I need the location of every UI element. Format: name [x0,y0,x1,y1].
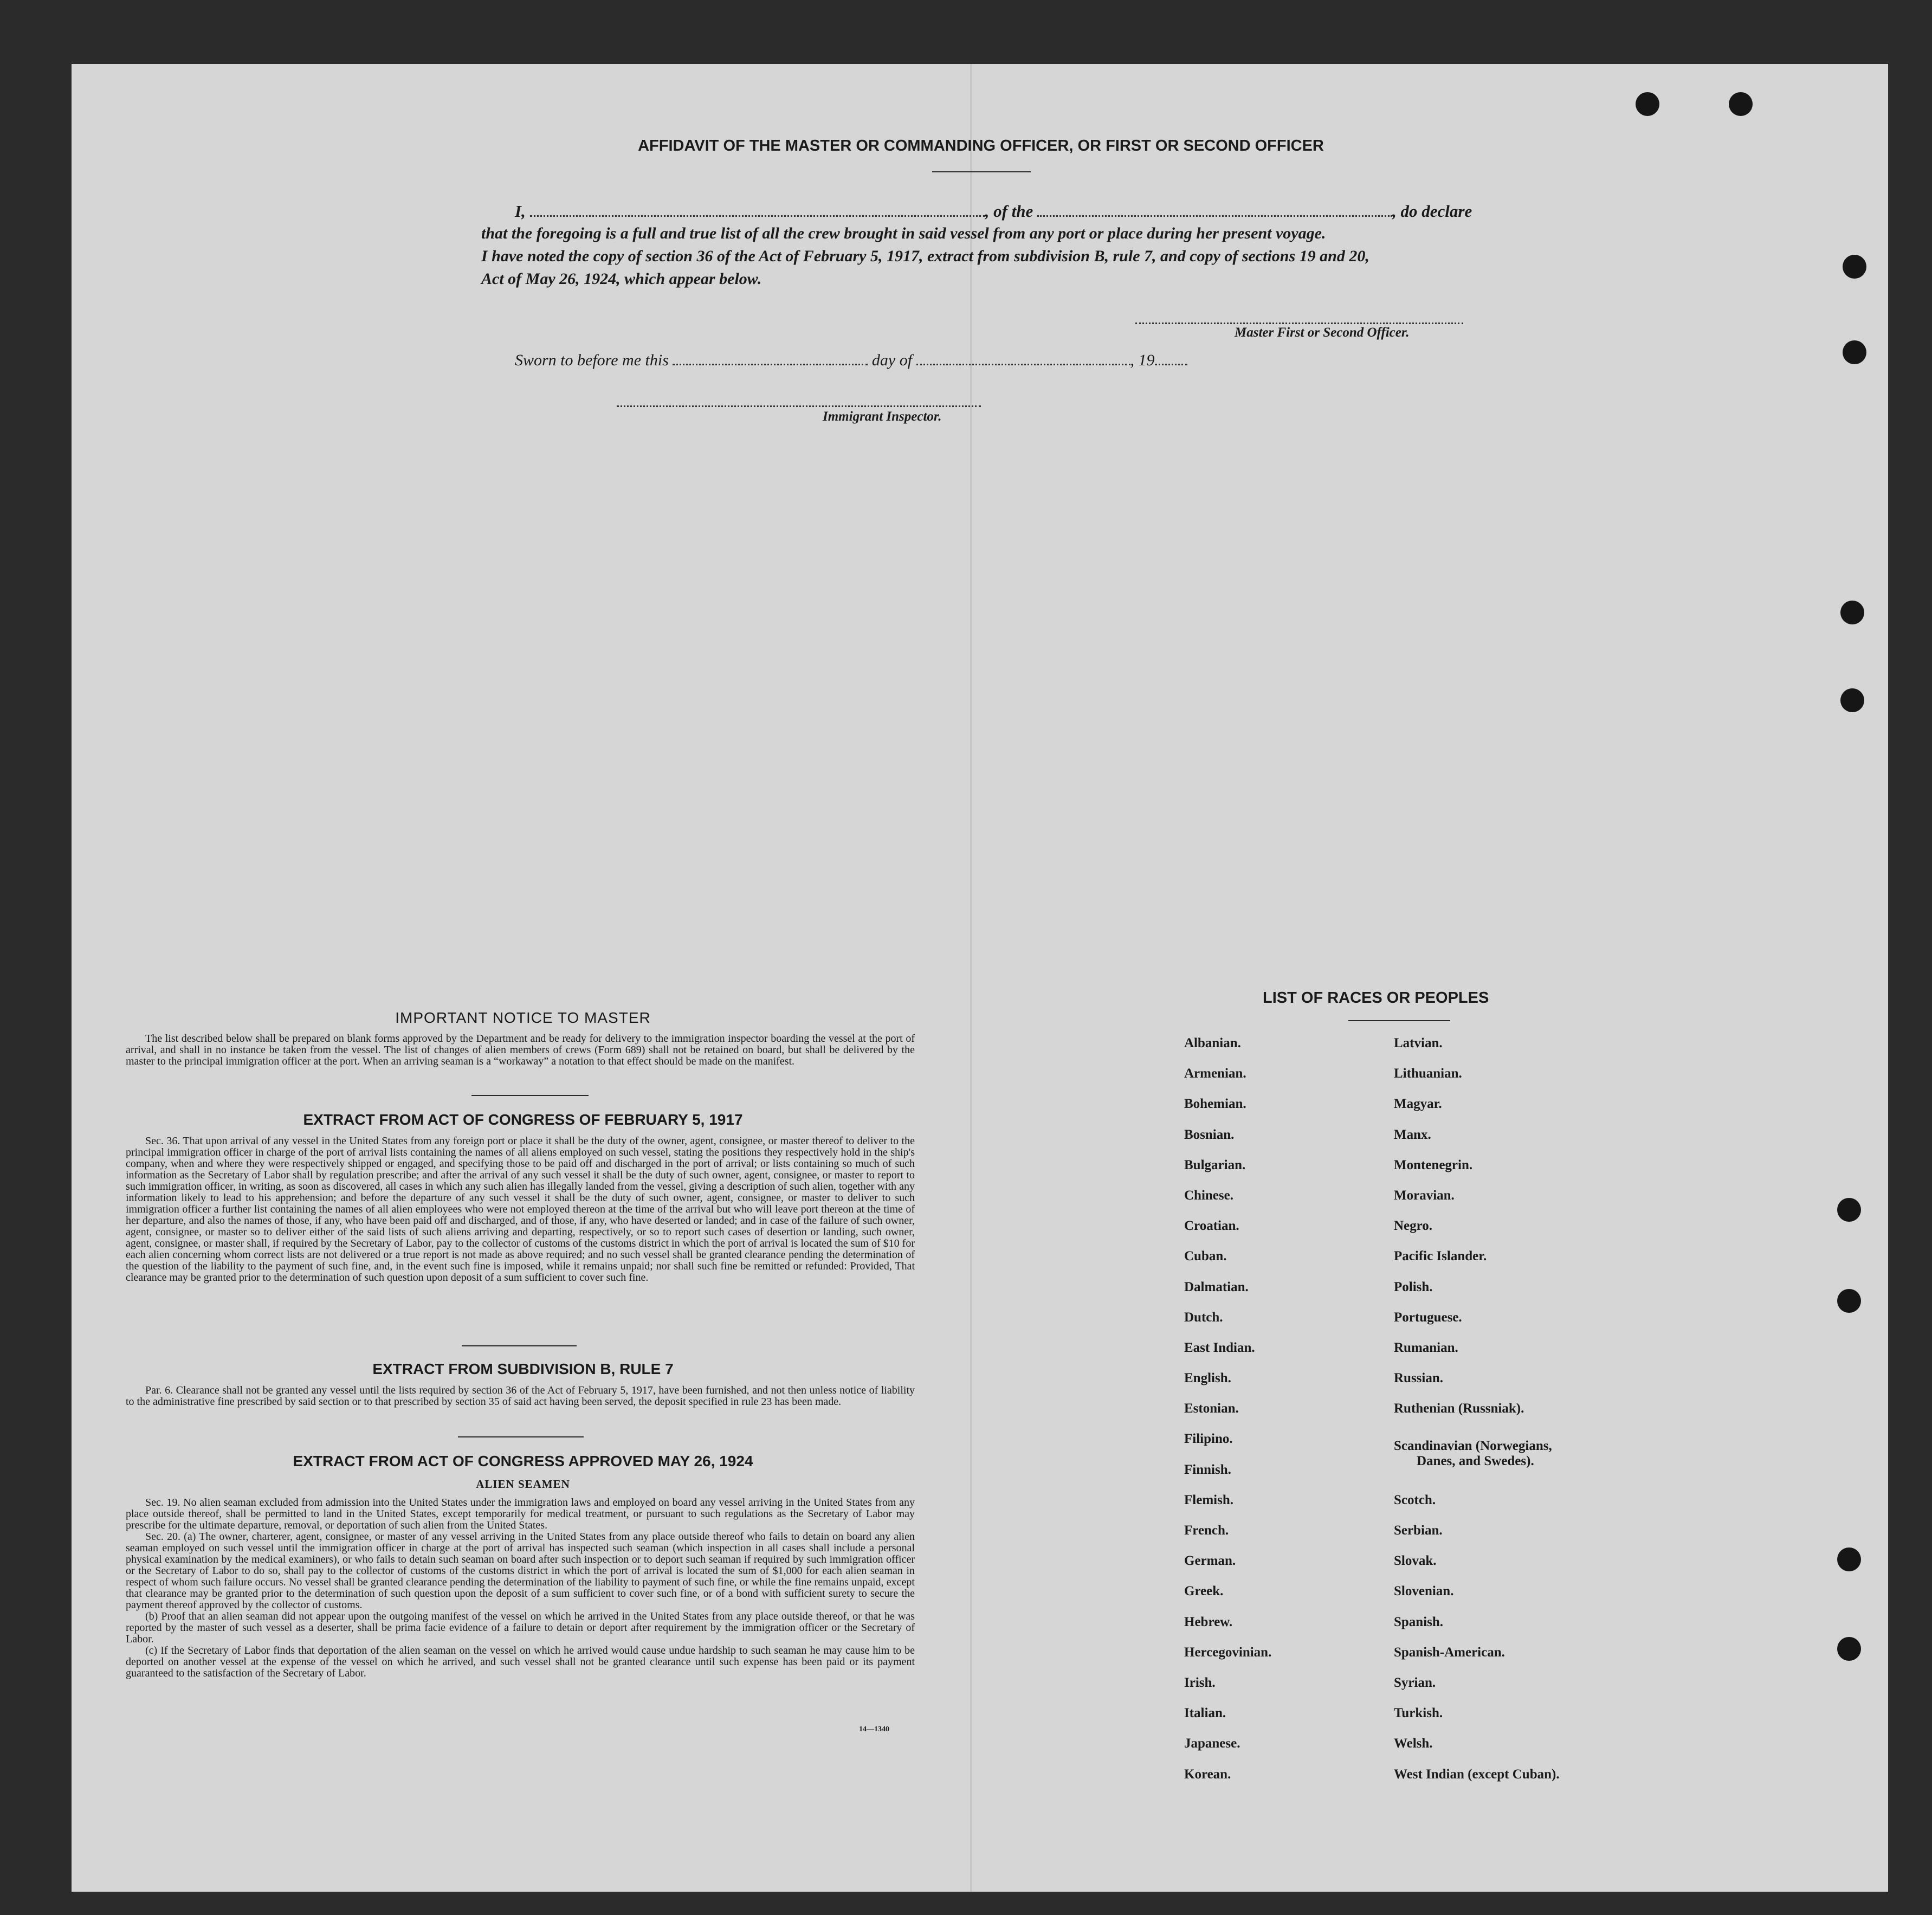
races-column-1 [1184,1035,1271,1797]
race-item: Bosnian. [1184,1127,1235,1142]
extract-1917-text [126,1136,915,1284]
sworn-day-of: day of [871,351,913,369]
race-item: Latvian. [1394,1036,1443,1050]
race-item: Magyar. [1394,1097,1442,1112]
section-rule [462,1345,577,1346]
race-item: Filipino. [1184,1432,1233,1447]
race-item: Portuguese. [1394,1310,1462,1325]
race-item: Spanish-American. [1394,1645,1505,1660]
affidavit-i: I, [515,202,526,221]
race-item: Syrian. [1394,1675,1436,1690]
rule7-text [126,1385,915,1408]
race-item: Ruthenian (Russniak). [1394,1401,1524,1416]
sworn-line [515,351,1187,370]
affidavit-declare: , do declare [1392,202,1472,221]
race-item: Flemish. [1184,1492,1233,1507]
notice-text [126,1033,915,1067]
punch-hole [1837,1289,1861,1313]
races-rule [1348,1020,1450,1021]
sworn-year-field[interactable] [1155,364,1187,365]
race-item: Albanian. [1184,1036,1241,1050]
extract-1917-heading: EXTRACT FROM ACT OF CONGRESS OF FEBRUARY 5, 1917 [303,1111,743,1128]
race-item: West Indian (except Cuban). [1394,1766,1560,1782]
sec-20b-paragraph: (b) Proof that an alien seaman did not appear upon the outgoing manifest of the vessel on which he arrived in the United States from any place outside thereof, or that he was reported by the master of such vessel as a deserter, shall be prima facie evidence of a failure to detain or deport after requirement by the immigration officer or the Secretary of Labor. [126,1610,915,1645]
races-column-2 [1394,1035,1560,1797]
rule7-heading: EXTRACT FROM SUBDIVISION B, RULE 7 [372,1361,674,1377]
race-item: Cuban. [1184,1249,1227,1264]
race-item: Welsh. [1394,1736,1433,1751]
inspector-label: Immigrant Inspector. [823,409,942,424]
punch-hole [1837,1637,1861,1661]
race-item: Hebrew. [1184,1614,1233,1629]
race-item: Danes, and Swedes). [1417,1454,1534,1469]
race-item: Polish. [1394,1279,1433,1294]
race-item: Hercegovinian. [1184,1645,1272,1660]
sec-19-paragraph: Sec. 19. No alien seaman excluded from admission into the United States under the immigration laws and employed on board any vessel arriving in the United States from any place outside thereof, shall be permitted to land in the United States, except temporarily for medical treatment, or pursuant to such regulations as the Secretary of Labor may prescribe for the ultimate departure, removal, or deportation of such alien from the United States. [126,1497,915,1531]
affidavit-line-2: that the foregoing is a full and true list of all the crew brought in said vessel from any port or place during her present voyage. [481,224,1326,242]
punch-hole [1837,1548,1861,1571]
affidavit-line-4: Act of May 26, 1924, which appear below. [481,270,762,288]
race-item: Rumanian. [1394,1340,1458,1355]
race-item: Russian. [1394,1371,1444,1386]
race-item: Turkish. [1394,1706,1443,1721]
section-rule [458,1436,584,1437]
race-item: Chinese. [1184,1188,1233,1203]
punch-hole [1729,92,1753,116]
race-item: Manx. [1394,1127,1431,1142]
punch-hole [1843,340,1866,364]
race-item: Italian. [1184,1706,1226,1721]
notice-heading: IMPORTANT NOTICE TO MASTER [395,1009,651,1026]
master-signature-label: Master First or Second Officer. [1235,325,1410,340]
page-fold [970,64,972,1892]
race-item: Scotch. [1394,1492,1436,1507]
sec-20c-paragraph: (c) If the Secretary of Labor finds that deportation of the alien seaman on the vessel on which he arrived would cause undue hardship to such seaman he may cause him to be deported on another vessel at the expense of the vessel on which he arrived, and such vessel shall not be granted clearance until such expense has been paid or its payment guaranteed to the satisfaction of the Secretary of Labor. [126,1645,915,1679]
section-36-paragraph: Sec. 36. That upon arrival of any vessel in the United States from any foreign port or place it shall be the duty of the owner, agent, consignee, or master thereof to deliver to the principal immigration officer in charge of the port of arrival lists containing the names of all aliens employed on such vessel, stating the positions they respectively hold in the ship's company, when and where they were respectively shipped or engaged, and specifying those to be paid off and discharged in the port of arrival; or lists containing so much of such information as the Secretary of Labor shall by regulation prescribe; and after the arrival of any such vessel it shall be the duty of such owner, agent, consignee, or master to report to such immigration officer, in writing, as soon as discovered, all cases in which any such alien has illegally landed from the vessel, giving a description of such alien, together with any information likely to lead to his apprehension; and before the departure of any such vessel it shall be the duty of such owner, agent, consignee, or master to deliver to such immigration officer a further list containing the names of all alien employees who were not employed thereon at the time of the arrival but who will leave port thereon at the time of her departure, and also the names of those, if any, who have been paid off and discharged, and of those, if any, who have deserted or landed; and in case of the failure of such owner, agent, consignee, or master so to deliver either of the said lists of such aliens arriving and departing, respectively, or so to report such cases of desertion or landing, such owner, agent, consignee, or master shall, if required by the Secretary of Labor, pay to the collector of customs of the customs district in which the port of arrival is located the sum of $10 for each alien concerning whom correct lists are not delivered or a true report is not made as above required; and no such vessel shall be granted clearance pending the determination of the question of the liability to the payment of such fine, and, in the event such fine is imposed, while it remains unpaid; nor shall such fine be remitted or refunded: Provided, That clearance may be granted prior to the determination of such question upon deposit of a sum sufficient to cover such fine. [126,1135,915,1284]
master-signature-field[interactable] [1135,323,1463,324]
race-item: Finnish. [1184,1462,1231,1477]
race-item: East Indian. [1184,1340,1255,1355]
par6-paragraph: Par. 6. Clearance shall not be granted any vessel until the lists required by section 36 of the Act of February 5, 1917, have been furnished, and not then unless notice of liability to the administrative fine prescribed by said section or to that prescribed by section 35 of said act having been served, the deposit specified in rule 23 has been made. [126,1384,915,1408]
notice-paragraph: The list described below shall be prepared on blank forms approved by the Department and be ready for delivery to the immigration inspector boarding the vessel at the port of arrival, and shall in no instance be taken from the vessel. The list of changes of alien members of crews (Form 689) shall not be retained on board, but shall be delivered by the master to the principal immigration officer at the port. When an arriving seaman is a “workaway” a notation to that effect should be made on the manifest. [126,1033,915,1067]
race-item: Greek. [1184,1584,1224,1599]
race-item: English. [1184,1371,1231,1386]
race-item: Scandinavian (Norwegians, [1394,1439,1552,1454]
sworn-month-field[interactable] [916,364,1130,365]
race-item: Korean. [1184,1766,1231,1782]
affidavit-title: AFFIDAVIT OF THE MASTER OR COMMANDING OFFICER, OR FIRST OR SECOND OFFICER [638,137,1324,154]
race-item: Armenian. [1184,1066,1246,1081]
race-item: Negro. [1394,1218,1433,1234]
race-item: Irish. [1184,1675,1216,1690]
sec-20a-paragraph: Sec. 20. (a) The owner, charterer, agent, consignee, or master of any vessel arriving in the United States from any place outside thereof who fails to detain on board any alien seaman employed on such vessel until the immigration officer in charge at the port of arrival has inspected such seaman (which inspection in all cases shall include a personal physical examination by the medical examiners), or who fails to detain such seaman on board after such inspection or to deport such seaman if required by such immigration officer or the Secretary of Labor to do so, shall pay to the collector of customs of the customs district in which the port of arrival is located the sum of $1,000 for each alien seaman in respect of whom such failure occurs. No vessel shall be granted clearance pending the determination of the liability to payment of such fine, or while the fine remains unpaid, except that clearance may be granted prior to the determination of such question upon the deposit of a sum sufficient to cover such fine, or of a bond with sufficient surety to secure the payment thereof approved by the collector of customs. [126,1531,915,1611]
vessel-field[interactable] [1037,215,1392,217]
race-item: Slovenian. [1394,1584,1454,1599]
race-item: Japanese. [1184,1736,1240,1751]
punch-hole [1840,688,1864,712]
punch-hole [1636,92,1659,116]
race-item: French. [1184,1523,1229,1538]
inspector-signature-field[interactable] [617,405,981,407]
sworn-day-field[interactable] [673,364,868,365]
race-item: Serbian. [1394,1523,1443,1538]
affidavit-line-1 [515,202,1472,221]
name-field[interactable] [530,215,985,217]
extract-1924-heading: EXTRACT FROM ACT OF CONGRESS APPROVED MAY 26, 1924 [293,1453,753,1469]
alien-seamen-subheading: ALIEN SEAMEN [476,1478,570,1491]
form-number: 14—1340 [859,1725,889,1733]
race-item: Moravian. [1394,1188,1455,1203]
sworn-year: , 19 [1130,351,1155,369]
punch-hole [1840,601,1864,624]
race-item: Estonian. [1184,1401,1239,1416]
race-item: Dutch. [1184,1310,1223,1325]
race-item: Spanish. [1394,1614,1444,1629]
race-item: Dalmatian. [1184,1279,1249,1294]
extract-1924-text [126,1497,915,1679]
race-item: Bulgarian. [1184,1157,1246,1172]
affidavit-line-3: I have noted the copy of section 36 of the Act of February 5, 1917, extract from subdivision B, rule 7, and copy of sections 19 and 20, [481,247,1369,265]
race-item: Montenegrin. [1394,1157,1473,1172]
title-rule [932,171,1031,172]
sworn-prefix: Sworn to before me this [515,351,669,369]
punch-hole [1837,1198,1861,1222]
race-item: Pacific Islander. [1394,1249,1487,1264]
races-heading: LIST OF RACES OR PEOPLES [1263,989,1489,1007]
race-item: Lithuanian. [1394,1066,1462,1081]
section-rule [471,1095,589,1096]
affidavit-of: , of the [985,202,1033,221]
punch-hole [1843,255,1866,279]
race-item: Croatian. [1184,1218,1239,1234]
race-item: Slovak. [1394,1553,1437,1569]
race-item: German. [1184,1553,1236,1569]
race-item: Bohemian. [1184,1097,1246,1112]
